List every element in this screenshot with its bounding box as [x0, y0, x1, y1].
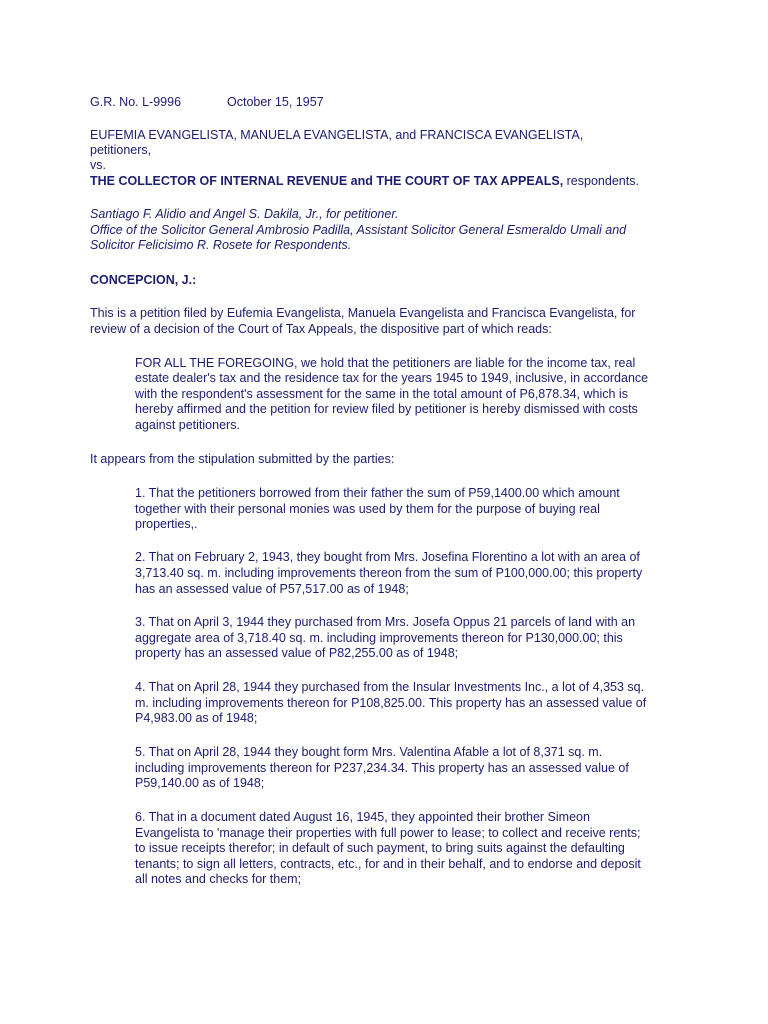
counsel-line-2: Office of the Solicitor General Ambrosio Padilla, Assistant Solicitor General Esmeraldo Umali and	[90, 223, 627, 237]
counsel-line-3: Solicitor Felicisimo R. Rosete for Respondents.	[90, 238, 352, 252]
item-5-line-1: 5. That on April 28, 1944 they bought form Mrs. Valentina Afable a lot of 8,371 sq. m.	[135, 745, 603, 759]
item-2-line-1: 2. That on February 2, 1943, they bought from Mrs. Josefina Florentino a lot with an area of	[135, 550, 640, 564]
item-3-line-3: property has an assessed value of P82,255.00 as of 1948;	[135, 646, 459, 660]
decision-date: October 15, 1957	[227, 95, 324, 109]
respondents-label: respondents.	[563, 174, 639, 188]
item-3-line-1: 3. That on April 3, 1944 they purchased from Mrs. Josefa Oppus 21 parcels of land with an	[135, 615, 636, 629]
item-6-line-2: Evangelista to 'manage their properties with full power to lease; to collect and receive rents;	[135, 826, 641, 840]
quote-line-1: FOR ALL THE FOREGOING, we hold that the petitioners are liable for the income tax, real	[135, 356, 636, 370]
quote-line-4: hereby affirmed and the petition for review filed by petitioner is hereby dismissed with costs	[135, 402, 638, 416]
item-3-line-2: aggregate area of 3,718.40 sq. m. including improvements thereon for P130,000.00; this	[135, 631, 623, 645]
item-4-line-3: P4,983.00 as of 1948;	[135, 711, 258, 725]
intro-line-2: review of a decision of the Court of Tax Appeals, the dispositive part of which reads:	[90, 322, 552, 336]
petitioners-names: EUFEMIA EVANGELISTA, MANUELA EVANGELISTA, and FRANCISCA EVANGELISTA,	[90, 128, 584, 142]
item-6-line-4: tenants; to sign all letters, contracts, etc., for and in their behalf, and to endorse and deposit	[135, 857, 641, 871]
case-header	[90, 94, 324, 110]
quote-line-5: against petitioners.	[135, 418, 240, 432]
ponente: CONCEPCION, J.:	[90, 273, 197, 287]
stipulation-intro: It appears from the stipulation submitted by the parties:	[90, 452, 395, 466]
quote-line-3: with the respondent's assessment for the same in the total amount of P6,878.34, which is	[135, 387, 628, 401]
item-4-line-2: m. including improvements thereon for P108,825.00. This property has an assessed value of	[135, 696, 647, 710]
item-6-line-5: all notes and checks for them;	[135, 872, 302, 886]
item-2-line-2: 3,713.40 sq. m. including improvements thereon from the sum of P100,000.00; this property	[135, 566, 643, 580]
item-1-line-2: together with their personal monies was used by them for the purpose of buying real	[135, 502, 600, 516]
intro-line-1: This is a petition filed by Eufemia Evangelista, Manuela Evangelista and Francisca Evangelista, for	[90, 306, 636, 320]
item-6-line-1: 6. That in a document dated August 16, 1945, they appointed their brother Simeon	[135, 810, 590, 824]
respondents-names: THE COLLECTOR OF INTERNAL REVENUE and THE COURT OF TAX APPEALS,	[90, 174, 564, 188]
case-number: G.R. No. L-9996	[90, 95, 182, 109]
item-5-line-3: P59,140.00 as of 1948;	[135, 776, 265, 790]
counsel-line-1: Santiago F. Alidio and Angel S. Dakila, Jr., for petitioner.	[90, 207, 399, 221]
item-1-line-1: 1. That the petitioners borrowed from their father the sum of P59,1400.00 which amount	[135, 486, 620, 500]
item-1-line-3: properties,.	[135, 517, 198, 531]
versus-label: vs.	[90, 158, 106, 172]
quote-line-2: estate dealer's tax and the residence tax for the years 1945 to 1949, inclusive, in accordance	[135, 371, 649, 385]
item-2-line-3: has an assessed value of P57,517.00 as of 1948;	[135, 582, 409, 596]
item-6-line-3: to issue receipts therefor; in default of such payment, to bring suits against the defaulting	[135, 841, 625, 855]
petitioners-label: petitioners,	[90, 143, 152, 157]
item-4-line-1: 4. That on April 28, 1944 they purchased from the Insular Investments Inc., a lot of 4,353 sq.	[135, 680, 645, 694]
respondents-line	[90, 173, 639, 189]
item-5-line-2: including improvements thereon for P237,234.34. This property has an assessed value of	[135, 761, 629, 775]
